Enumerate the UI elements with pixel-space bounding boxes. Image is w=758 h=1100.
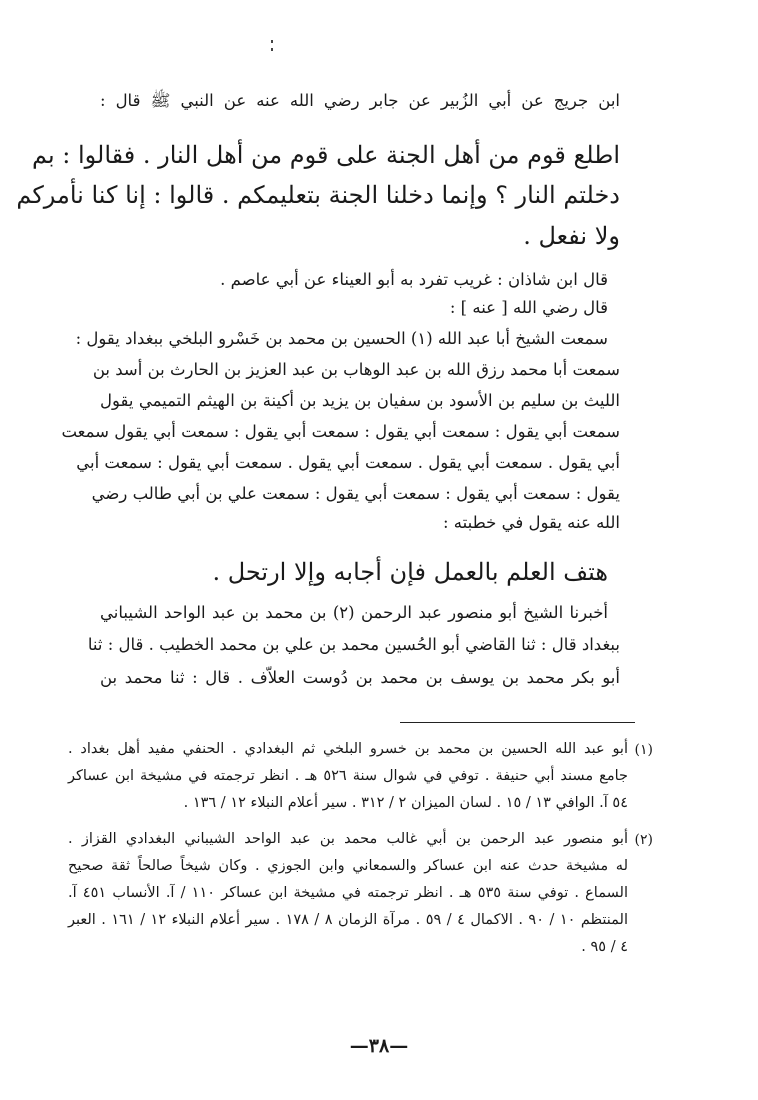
saying-line: هتف العلم بالعمل فإن أجابه وإلا ارتحل . [212, 558, 608, 586]
chain-line-3: الليث بن سليم بن الأسود بن سفيان بن يزيد بن أكينة بن الهيثم التميمي يقول [100, 391, 620, 410]
page-number [0, 1035, 758, 1057]
hadith-line-3: ولا نفعل . [523, 222, 620, 250]
footnote-1-number: (١) [634, 742, 653, 758]
footnote-divider [400, 722, 635, 723]
footnote-2-line-1: أبو منصور عبد الرحمن بن أبي غالب محمد بن عبد الواحد الشيباني البغدادي القزاز . [68, 831, 628, 847]
footnote-1-line-2: جامع مسند أبي حنيفة . توفي في شوال سنة ٥٢٦ هـ . انظر ترجمته في مشيخة ابن عساكر [68, 768, 628, 784]
margin-mark [270, 40, 273, 58]
page-number-text: —٣٨— [349, 1035, 409, 1057]
footnote-1-line-3: ٥٤ آ. الوافي ١٣ / ١٥ . لسان الميزان ٢ / ٣١٢ . سير أعلام النبلاء ١٢ / ١٣٦ . [183, 795, 628, 811]
chain-line-2: سمعت أبا محمد رزق الله بن عبد الوهاب بن عبد العزيز بن الحارث بن أسد بن [92, 360, 620, 379]
footnote-2-number: (٢) [634, 832, 653, 848]
hadith-line-2: دخلتم النار ؟ وإنما دخلنا الجنة بتعليمكم . قالوا : إنا كنا نأمركم [16, 181, 620, 209]
hadith-line-1: اطلع قوم من أهل الجنة على قوم من أهل النار . فقالوا : بم [31, 141, 620, 169]
chain-line-1: سمعت الشيخ أبا عبد الله (١) الحسين بن محمد بن خَسْرو البلخي ببغداد يقول : [75, 329, 608, 348]
chain-line-6: يقول : سمعت أبي يقول : سمعت أبي يقول : سمعت علي بن أبي طالب رضي [91, 484, 620, 503]
chain-line-5: أبي يقول . سمعت أبي يقول . سمعت أبي يقول . سمعت أبي يقول : سمعت أبي [76, 453, 620, 472]
footnote-1-line-1: أبو عبد الله الحسين بن محمد بن خسرو البلخي ثم البغدادي . الحنفي مفيد أهل بغداد . [68, 741, 628, 757]
chain-line-4: سمعت أبي يقول : سمعت أبي يقول : سمعت أبي يقول : سمعت أبي يقول سمعت [61, 422, 620, 441]
isnad2-line-3: أبو بكر محمد بن يوسف بن محمد بن دُوست العلاّف . قال : ثنا محمد بن [100, 668, 620, 687]
footnote-2-line-4: المنتظم ١٠ / ٩٠ . الاكمال ٤ / ٥٩ . مرآة الزمان ٨ / ١٧٨ . سير أعلام النبلاء ١٢ / ١٦١ . العبر [68, 912, 628, 928]
isnad2-line-2: ببغداد قال : ثنا القاضي أبو الحُسين محمد بن علي بن محمد الخطيب . قال : ثنا [87, 635, 620, 654]
footnote-2-line-2: له مشيخة حدث عنه ابن عساكر والسمعاني وابن الجوزي . وكان شيخاً صالحاً ثقة صحيح [68, 858, 628, 874]
footnote-2-line-3: السماع . توفي سنة ٥٣٥ هـ . انظر ترجمته في مشيخة ابن عساكر ١١٠ / آ. الأنساب ٤٥١ آ. [68, 885, 628, 901]
chain-line-7: الله عنه يقول في خطبته : [442, 513, 620, 532]
footnote-2-line-5: ٤ / ٩٥ . [581, 939, 628, 955]
isnad-line-1: ابن جريج عن أبي الزُبير عن جابر رضي الله عنه عن النبي ﷺ قال : [100, 91, 620, 110]
comment-line-1: قال ابن شاذان : غريب تفرد به أبو العيناء عن أبي عاصم . [220, 270, 608, 289]
isnad2-line-1: أخبرنا الشيخ أبو منصور عبد الرحمن (٢) بن محمد بن عبد الواحد الشيباني [100, 603, 608, 622]
comment-line-2: قال رضي الله [ عنه ] : [449, 298, 608, 317]
